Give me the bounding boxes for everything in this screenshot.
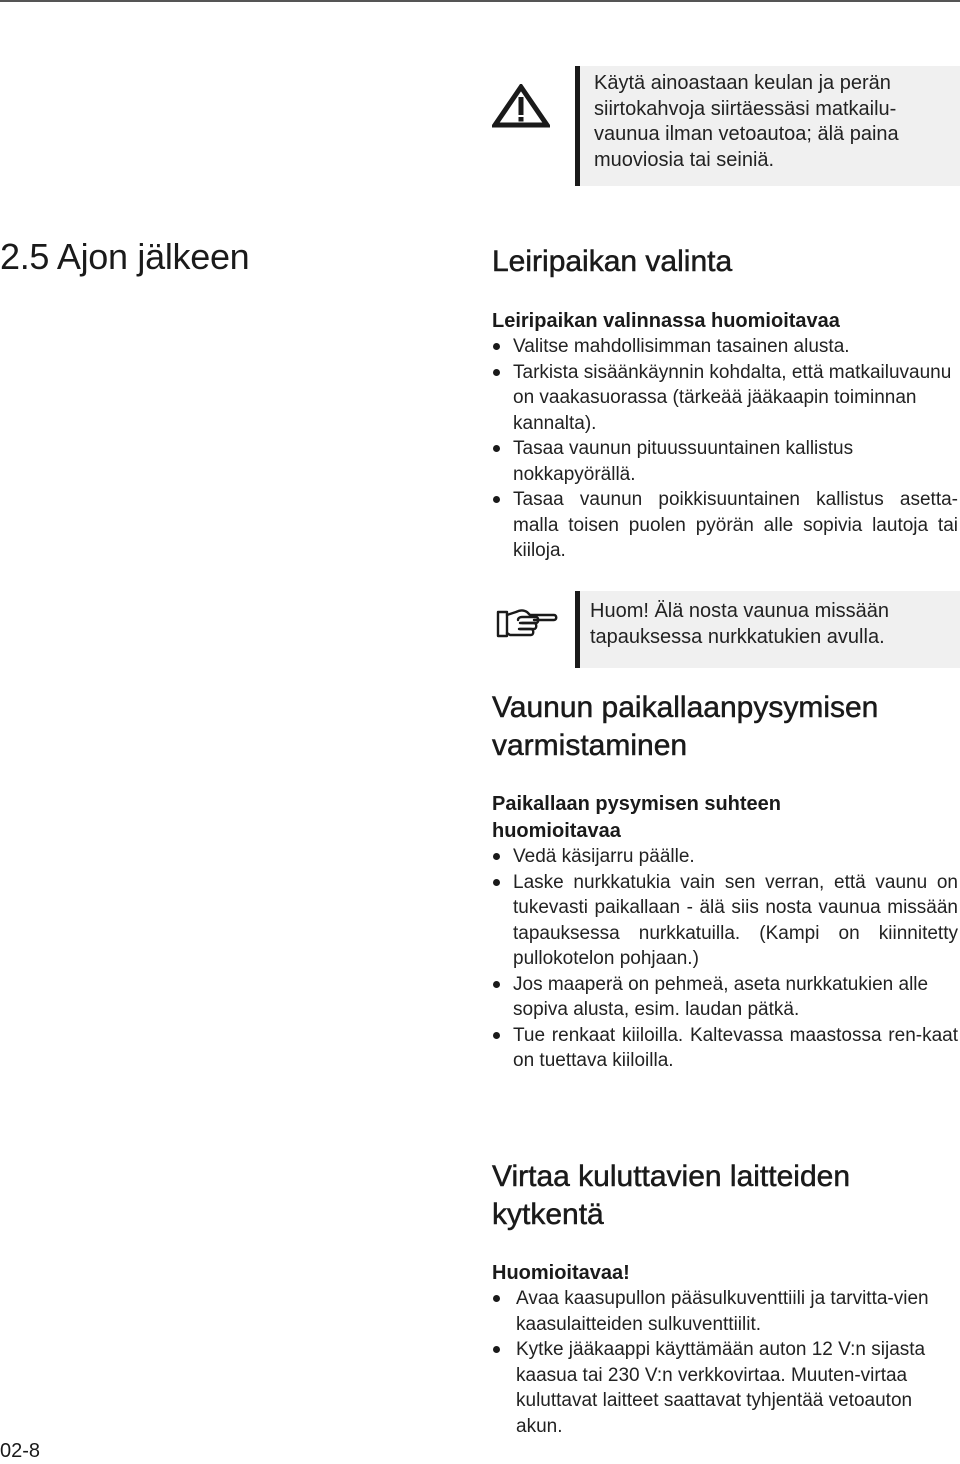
warning-note-line: Käytä ainoastaan keulan ja perän xyxy=(594,72,891,94)
hand-note xyxy=(575,591,960,668)
section-title-stability xyxy=(492,689,878,765)
pointing-hand-icon xyxy=(496,604,558,642)
subtitle-campsite: Leiripaikan valinnassa huomioitavaa xyxy=(492,310,840,332)
section-title-campsite: Leiripaikan valinta xyxy=(492,245,733,278)
campsite-list xyxy=(492,334,958,564)
list-item: Tasaa vaunun pituussuuntainen kallistus nokkapyörällä. xyxy=(492,436,958,487)
list-item: Jos maaperä on pehmeä, aseta nurkkatukien alle sopiva alusta, esim. laudan pätkä. xyxy=(492,972,958,1023)
section-title-line: kytkentä xyxy=(492,1198,604,1231)
section-title-line: Vaunun paikallaanpysymisen xyxy=(492,691,879,724)
warning-note xyxy=(575,66,960,186)
subtitle-line: huomioitavaa xyxy=(492,820,621,842)
warning-note-line: vaunua ilman vetoautoa; älä paina xyxy=(594,123,899,145)
stability-list xyxy=(492,844,958,1074)
warning-icon xyxy=(492,84,550,128)
list-item: Avaa kaasupullon pääsulkuventtiili ja tarvitta-vien kaasulaitteiden sulkuventtiilit. xyxy=(492,1286,958,1337)
warning-note-line: siirtokahvoja siirtäessäsi matkailu- xyxy=(594,97,897,120)
section-title-line: Virtaa kuluttavien laitteiden xyxy=(492,1160,851,1193)
section-title-power xyxy=(492,1158,850,1234)
list-item: Valitse mahdollisimman tasainen alusta. xyxy=(492,334,958,360)
chapter-title: 2.5 Ajon jälkeen xyxy=(0,236,250,277)
warning-note-line: muoviosia tai seiniä. xyxy=(594,148,775,171)
top-rule xyxy=(0,0,960,2)
list-item: Tue renkaat kiiloilla. Kaltevassa maastossa ren-kaat on tuettava kiiloilla. xyxy=(492,1023,958,1074)
page-number: 02-8 xyxy=(0,1440,41,1462)
list-item: Tasaa vaunun poikkisuuntainen kallistus asetta-malla toisen puolen pyörän alle sopivia lautoja tai kiiloja. xyxy=(492,487,958,564)
section-title-line: varmistaminen xyxy=(492,729,688,762)
list-item: Kytke jääkaappi käyttämään auton 12 V:n sijasta kaasua tai 230 V:n verkkovirtaa. Muuten-virtaa kuluttavat laitteet saattavat tyhjentää vetoauton akun. xyxy=(492,1337,958,1439)
list-item: Vedä käsijarru päälle. xyxy=(492,844,958,870)
list-item: Tarkista sisäänkäynnin kohdalta, että matkailuvaunu on vaakasuorassa (tärkeää jääkaapin toiminnan kannalta). xyxy=(492,360,958,437)
hand-note-line: Huom! Älä nosta vaunua missään xyxy=(590,600,890,622)
subtitle-stability xyxy=(492,791,781,845)
subtitle-power: Huomioitavaa! xyxy=(492,1262,630,1284)
hand-note-line: tapauksessa nurkkatukien avulla. xyxy=(590,625,885,648)
subtitle-line: Paikallaan pysymisen suhteen xyxy=(492,793,782,815)
list-item: Laske nurkkatukia vain sen verran, että vaunu on tukevasti paikallaan - älä siis nosta vaunua missään tapauksessa nurkkatuilla. (Kampi on kiinnitetty pullokotelon pohjaan.) xyxy=(492,870,958,972)
power-list xyxy=(492,1286,958,1439)
